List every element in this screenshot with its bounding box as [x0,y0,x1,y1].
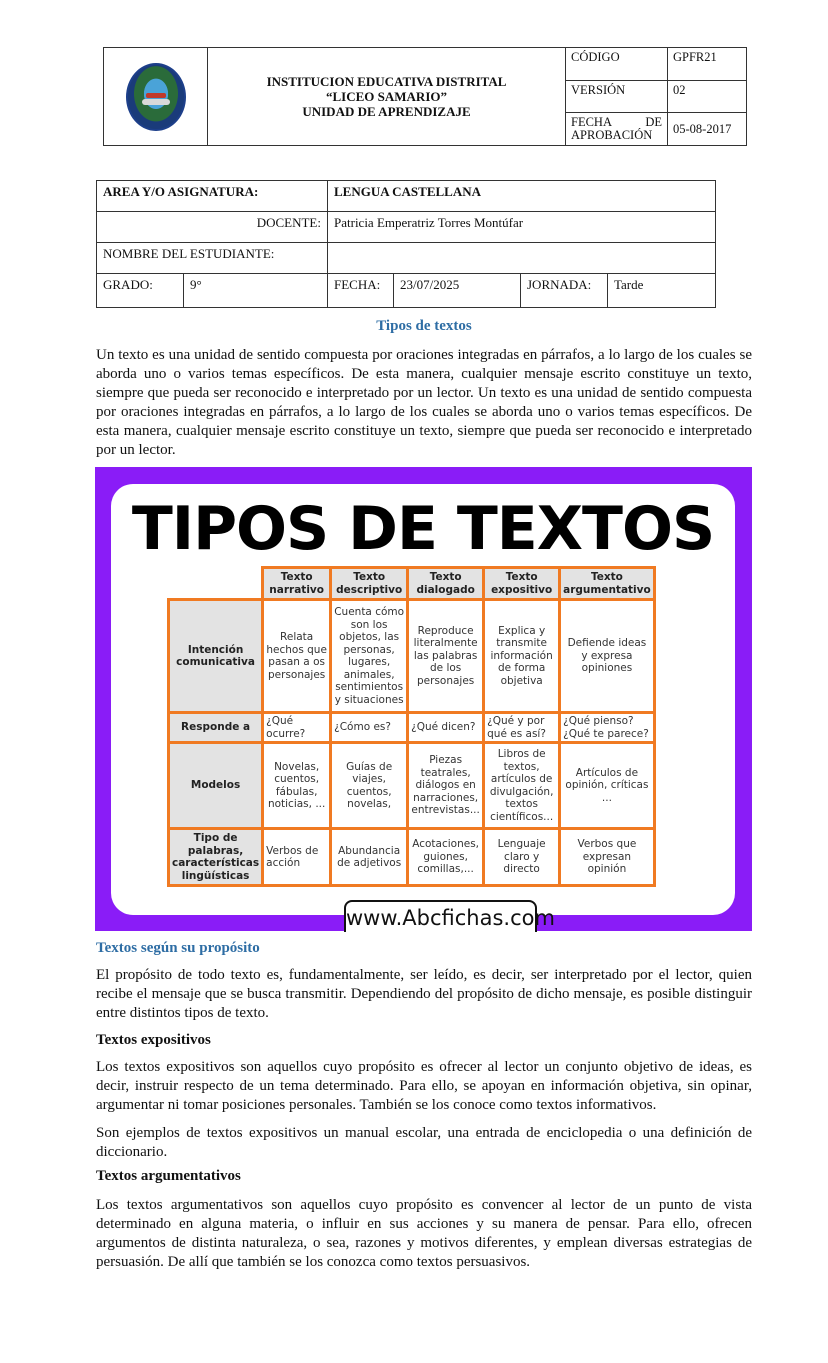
estudiante-field[interactable] [328,243,716,274]
unit-name: UNIDAD DE APRENDIZAJE [302,104,471,119]
estudiante-label: NOMBRE DEL ESTUDIANTE: [97,243,328,274]
column-header: Texto dialogado [408,568,484,600]
tipos-de-textos-infographic [95,467,752,931]
table-cell: ¿Qué dicen? [408,713,484,743]
expositivos-examples-paragraph: Son ejemplos de textos expositivos un manual escolar, una entrada de enciclopedia o una definición de diccionario. [96,1125,752,1160]
docente-value: Patricia Emperatriz Torres Montúfar [328,212,716,243]
docente-label: DOCENTE: [97,212,328,243]
column-header: Texto narrativo [263,568,331,600]
version-label: VERSIÓN [566,81,668,113]
table-cell: Reproduce literalmente las palabras de los personajes [408,600,484,713]
infographic-card [111,484,735,930]
source-url-label: www.Abcfichas.com [344,900,537,932]
infographic-title: TIPOS DE TEXTOS [131,494,715,564]
table-cell: Cuenta cómo son los objetos, las personas, lugares, animales, sentimientos y situaciones [331,600,408,713]
table-cell: Lenguaje claro y directo [484,829,560,886]
table-cell: Acotaciones, guiones, comillas,... [408,829,484,886]
row-header: Responde a [169,713,263,743]
section-title-tipos-de-textos: Tipos de textos [376,318,472,334]
de-label-word: DE [645,115,662,129]
table-cell: Piezas teatrales, diálogos en narraciones, entrevistas... [408,743,484,829]
table-row [169,713,655,743]
fecha-aprobacion-label [566,113,668,146]
section-title-proposito: Textos según su propósito [96,940,260,956]
section-title-expositivos: Textos expositivos [96,1032,211,1048]
section-title-argumentativos: Textos argumentativos [96,1168,241,1184]
table-cell: Defiende ideas y expresa opiniones [560,600,655,713]
table-cell: Verbos que expresan opinión [560,829,655,886]
table-cell: Abundancia de adjetivos [331,829,408,886]
table-cell: Libros de textos, artículos de divulgación, textos científicos... [484,743,560,829]
fecha-label: FECHA: [328,274,394,308]
column-header: Texto descriptivo [331,568,408,600]
grado-value: 9° [184,274,328,308]
expositivos-paragraph: Los textos expositivos son aquellos cuyo propósito es ofrecer al lector un conjunto objetivo de ideas, es decir, instruir respecto de un tema determinado. Para ello, se apoyan en información objetiva, sin opinar, argumentar ni tomar posiciones personales. También se los conoce como textos informativos. [96,1059,752,1113]
fecha-value: 23/07/2025 [394,274,521,308]
text-types-table [167,566,656,887]
table-cell: Novelas, cuentos, fábulas, noticias, ... [263,743,331,829]
table-cell: Verbos de acción [263,829,331,886]
logo-cell [104,48,208,146]
school-crest-icon [126,63,186,131]
document-header-table [103,47,747,146]
aprobacion-label-word: APROBACIÓN [571,128,653,142]
argumentativos-paragraph: Los textos argumentativos son aquellos cuyo propósito es convencer al lector de un punto de vista determinado en alguna materia, o influir en sus acciones y su manera de pensar. Para ello, ofrecen argumentos de distinta naturaleza, o sea, razones y motivos diferentes, y emplean diversas estrategias de persuasión. De allí que también se los conozca como textos persuasivos. [96,1197,752,1270]
table-row [169,829,655,886]
table-cell: ¿Qué pienso? ¿Qué te parece? [560,713,655,743]
grado-label: GRADO: [97,274,184,308]
fecha-aprobacion-value: 05-08-2017 [668,113,747,146]
table-cell: Artículos de opinión, críticas ... [560,743,655,829]
jornada-value: Tarde [608,274,716,308]
column-header: Texto argumentativo [560,568,655,600]
table-corner [169,568,263,600]
area-value: LENGUA CASTELLANA [328,181,716,212]
table-cell: Relata hechos que pasan a os personajes [263,600,331,713]
row-header: Intención comunicativa [169,600,263,713]
version-value: 02 [668,81,747,113]
area-label: AREA Y/O ASIGNATURA: [97,181,328,212]
student-info-table [96,180,716,308]
codigo-value: GPFR21 [668,48,747,81]
column-header: Texto expositivo [484,568,560,600]
row-header: Modelos [169,743,263,829]
codigo-label: CÓDIGO [566,48,668,81]
table-cell: ¿Qué ocurre? [263,713,331,743]
fecha-label-word: FECHA [571,115,612,129]
jornada-label: JORNADA: [521,274,608,308]
row-header: Tipo de palabras, características lingüísticas [169,829,263,886]
table-cell: ¿Cómo es? [331,713,408,743]
school-name: “LICEO SAMARIO” [326,89,447,104]
table-cell: ¿Qué y por qué es así? [484,713,560,743]
proposito-paragraph: El propósito de todo texto es, fundamentalmente, ser leído, es decir, ser interpretado por el lector, quien recibe el mensaje que se busca transmitir. Dependiendo del propósito de dicho mensaje, es posible distinguir entre distintos tipos de texto. [96,967,752,1021]
intro-paragraph: Un texto es una unidad de sentido compuesta por oraciones integradas en párrafos, a lo largo de los cuales se aborda uno o varios temas específicos. De esta manera, cualquier mensaje escrito constituye un texto, siempre que pueda ser reconocido e interpretado por un lector. Un texto es una unidad de sentido compuesta por oraciones integradas en párrafos, a lo largo de los cuales se aborda uno o varios temas específicos. De esta manera, cualquier mensaje escrito constituye un texto, siempre que pueda ser reconocido e interpretado por un lector. [96,347,752,458]
table-row [169,743,655,829]
institution-name: INSTITUCION EDUCATIVA DISTRITAL [266,74,507,89]
institution-title [208,48,566,146]
table-cell: Guías de viajes, cuentos, novelas, [331,743,408,829]
table-cell: Explica y transmite información de forma objetiva [484,600,560,713]
table-row [169,600,655,713]
